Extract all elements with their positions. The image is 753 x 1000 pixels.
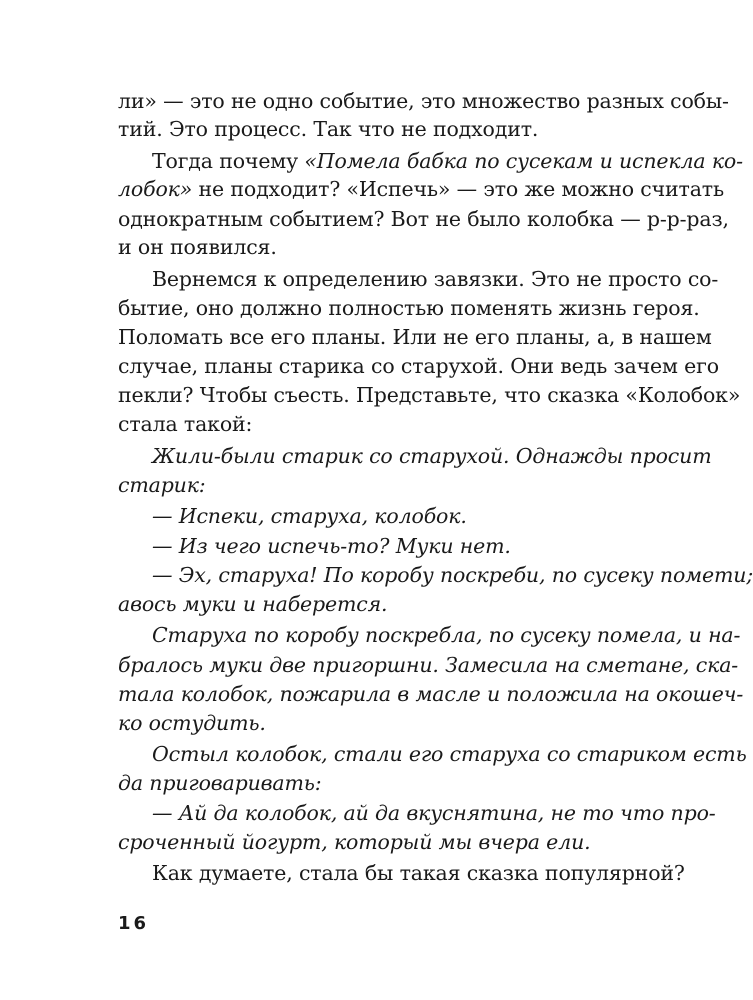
page-number: 16: [118, 913, 150, 934]
quoted-italic-text: лобок»: [118, 177, 193, 201]
text-line: Как думаете, стала бы такая сказка популярной?: [152, 861, 685, 885]
text-line: ко остудить.: [118, 711, 266, 735]
text-line: стала такой:: [118, 412, 253, 436]
text-line: тала колобок, пожарила в масле и положила на окошеч-: [118, 682, 744, 706]
text-line: — Эх, старуха! По коробу поскреби, по сусеку помети;: [152, 563, 753, 587]
text-line: случае, планы старика со старухой. Они ведь зачем его: [118, 354, 719, 378]
quoted-italic-text: «Помела бабка по сусекам и испекла ко-: [304, 149, 743, 173]
text-line: старик:: [118, 473, 206, 497]
text-line: [152, 148, 743, 174]
text-line: пекли? Чтобы съесть. Представьте, что сказка «Колобок»: [118, 383, 741, 407]
text-line: Старуха по коробу поскребла, по сусеку помела, и на-: [152, 623, 741, 647]
text-line: и он появился.: [118, 235, 277, 259]
text-line: [118, 176, 724, 202]
text-line: — Из чего испечь-то? Муки нет.: [152, 534, 511, 558]
text-line: авось муки и наберется.: [118, 592, 388, 616]
text-line: сроченный йогурт, который мы вчера ели.: [118, 830, 591, 854]
text-line: — Ай да колобок, ай да вкуснятина, не то что про-: [152, 801, 716, 825]
text-segment: Тогда почему: [152, 149, 305, 173]
text-line: тий. Это процесс. Так что не подходит.: [118, 117, 539, 141]
text-line: Жили-были старик со старухой. Однажды просит: [152, 444, 712, 468]
text-line: да приговаривать:: [118, 771, 322, 795]
text-line: бытие, оно должно полностью поменять жизнь героя.: [118, 296, 700, 320]
text-line: — Испеки, старуха, колобок.: [152, 504, 467, 528]
text-segment: не подходит? «Испечь» — это же можно считать: [192, 177, 724, 201]
text-line: Вернемся к определению завязки. Это не просто со-: [152, 267, 719, 291]
text-line: Поломать все его планы. Или не его планы, а, в нашем: [118, 325, 712, 349]
text-line: бралось муки две пригоршни. Замесила на сметане, ска-: [118, 653, 739, 677]
text-line: Остыл колобок, стали его старуха со стариком есть: [152, 742, 747, 766]
text-line: однократным событием? Вот не было колобка — р-р-раз,: [118, 207, 729, 231]
text-line: ли» — это не одно событие, это множество разных собы-: [118, 89, 729, 113]
